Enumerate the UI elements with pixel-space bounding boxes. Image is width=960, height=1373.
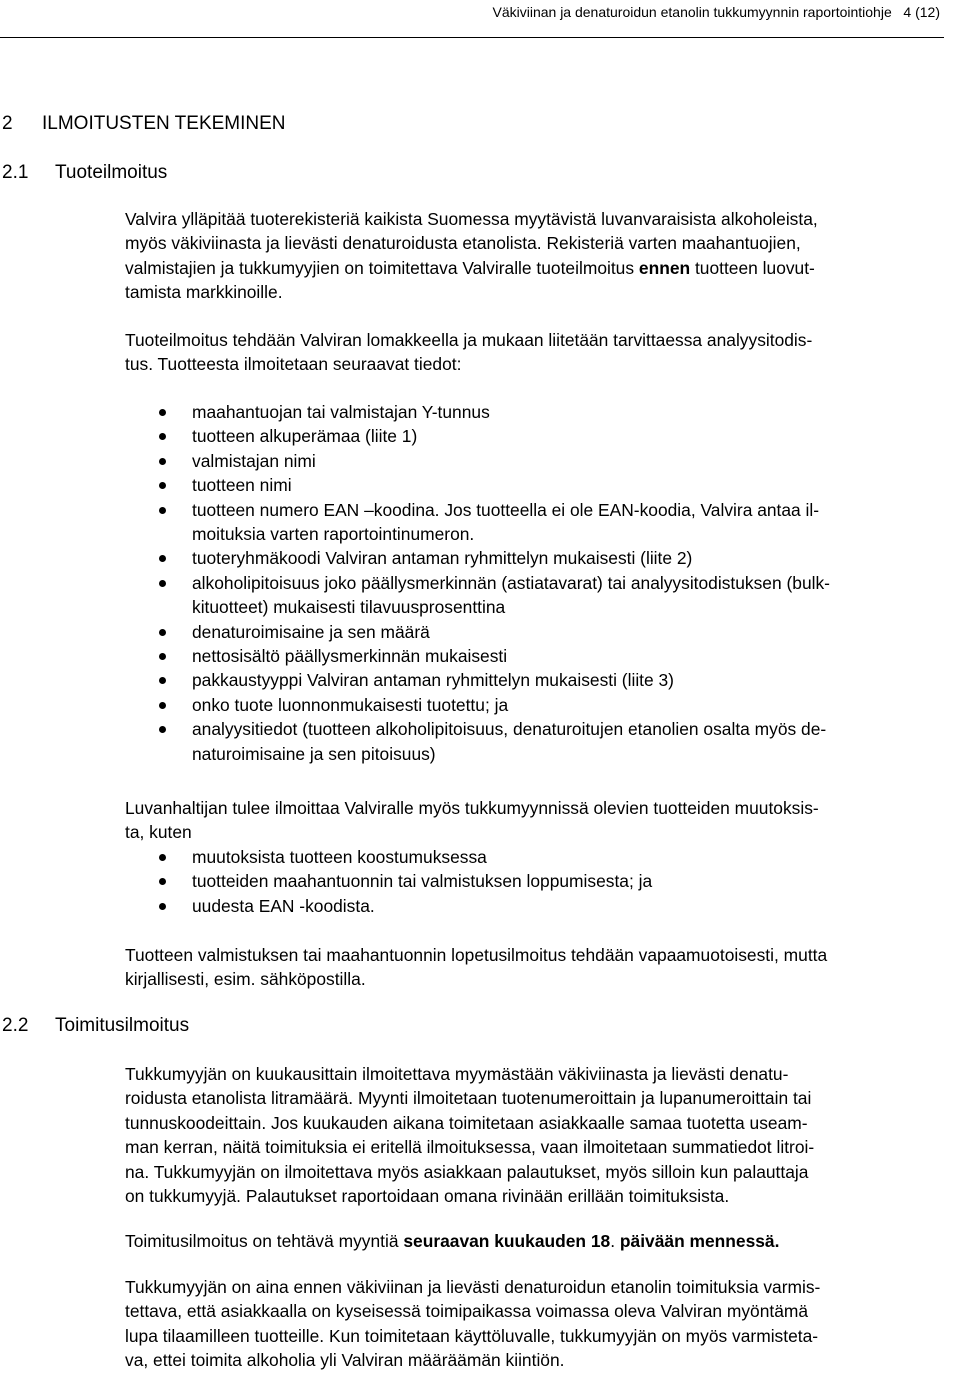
section-heading-2: [2, 112, 286, 136]
list-item: [125, 571, 960, 620]
text-line: Tuotteen valmistuksen tai maahantuonnin lopetusilmoitus tehdään vapaamuotoisesti, mutta: [125, 945, 828, 965]
paragraph-license-check: [125, 1275, 947, 1373]
list-item: [125, 869, 947, 893]
bullet-icon: [159, 458, 166, 465]
text-line: [125, 1229, 947, 1253]
text-line: myös väkiviinasta ja lievästi denaturoidusta etanolista. Rekisteriä varten maahantuojien,: [125, 233, 801, 254]
emphasis-text: päivään mennessä.: [619, 1231, 780, 1251]
text-line: Luvanhaltijan tulee ilmoittaa Valviralle myös tukkumyynnissä olevien tuotteiden muutoksis-: [125, 798, 819, 818]
list-item: [125, 894, 947, 918]
running-title: Väkiviinan ja denaturoidun etanolin tukkumyynnin raportointiohje: [492, 4, 892, 20]
bullet-icon: [159, 409, 166, 416]
list-item: [125, 473, 960, 497]
text-line: tamista markkinoille.: [125, 282, 283, 303]
list-item-text: kituotteet) mukaisesti tilavuusprosenttina: [192, 597, 506, 618]
list-item-text: tuotteen alkuperämaa (liite 1): [192, 426, 418, 447]
list-item-text: tuotteiden maahantuonnin tai valmistuksen loppumisesta; ja: [192, 871, 653, 892]
section-title: Toimitusilmoitus: [55, 1015, 190, 1036]
text-line: Tuoteilmoitus tehdään Valviran lomakkeella ja mukaan liitetään tarvittaessa analyysitodis-: [125, 330, 813, 350]
section-title: Tuoteilmoitus: [55, 162, 168, 183]
list-item: [125, 644, 960, 668]
list-item-text: alkoholipitoisuus joko päällysmerkinnän (astiatavarat) tai analyysitodistuksen (bulk-: [192, 572, 830, 593]
list-item-text: moituksia varten raportointinumeron.: [192, 524, 475, 545]
text-line: tettava, että asiakkaalla on kyseisessä toimipaikassa voimassa oleva Valviran myöntämä: [125, 1301, 809, 1322]
header-divider: [0, 37, 944, 38]
running-header: [492, 2, 940, 22]
section-number: 2.1: [2, 162, 29, 183]
change-list: [125, 845, 947, 918]
list-item-text: nettosisältö päällysmerkinnän mukaisesti: [192, 646, 508, 667]
text-run: valmistajien ja tukkumyyjien on toimitettava Valviralle tuoteilmoitus: [125, 257, 635, 278]
list-item: [125, 546, 960, 570]
bullet-icon: [159, 903, 166, 910]
text-line: Tukkumyyjän on kuukausittain ilmoitettava myymästään väkiviinasta ja lievästi denatu-: [125, 1064, 789, 1084]
list-item: [125, 498, 960, 547]
bullet-icon: [159, 629, 166, 636]
list-item-text: tuotteen nimi: [192, 475, 292, 496]
paragraph-monthly-reporting: [125, 1062, 947, 1208]
paragraph-change-notification: [125, 796, 947, 845]
bullet-icon: [159, 555, 166, 562]
section-heading-2-1: [2, 161, 167, 185]
bullet-icon: [159, 433, 166, 440]
list-item: [125, 668, 960, 692]
text-line: na. Tukkumyyjän on ilmoitettava myös asiakkaan palautukset, myös silloin kun palauttaja: [125, 1161, 809, 1182]
text-line: kirjallisesti, esim. sähköpostilla.: [125, 969, 366, 990]
list-item-text: onko tuote luonnonmukaisesti tuotettu; ja: [192, 694, 509, 715]
text-run: tuotteen luovut-: [694, 257, 815, 278]
paragraph-deadline: [125, 1229, 947, 1253]
list-item: [125, 693, 960, 717]
list-item-text: uudesta EAN -koodista.: [192, 895, 375, 916]
section-heading-2-2: [2, 1014, 189, 1038]
text-line: Tukkumyyjän on aina ennen väkiviinan ja lievästi denaturoidun etanolin toimituksia varmis-: [125, 1277, 821, 1297]
text-line: lupa tilaamilleen tuotteille. Kun toimitetaan käyttöluvalle, tukkumyyjän on myös varmisteta-: [125, 1325, 819, 1346]
list-item: [125, 400, 960, 424]
paragraph-product-register: [125, 207, 947, 305]
list-item: [125, 845, 947, 869]
list-item-text: muutoksista tuotteen koostumuksessa: [192, 847, 487, 867]
list-item-text: analyysitiedot (tuotteen alkoholipitoisuus, denaturoitujen etanolien osalta myös de-: [192, 719, 827, 740]
bullet-icon: [159, 702, 166, 709]
bullet-icon: [159, 580, 166, 587]
list-item-text: tuotteen numero EAN –koodina. Jos tuotteella ei ole EAN-koodia, Valvira antaa il-: [192, 499, 820, 520]
list-item-text: pakkaustyyppi Valviran antaman ryhmittelyn mukaisesti (liite 3): [192, 670, 674, 691]
bullet-icon: [159, 878, 166, 885]
list-item-text: denaturoimisaine ja sen määrä: [192, 621, 430, 642]
product-info-list: [125, 400, 960, 766]
text-line: va, ettei toimita alkoholia yli Valviran määräämän kiintiön.: [125, 1350, 565, 1371]
page-number: 4 (12): [903, 4, 940, 20]
bullet-icon: [159, 677, 166, 684]
bullet-icon: [159, 507, 166, 514]
list-item-text: naturoimisaine ja sen pitoisuus): [192, 743, 436, 764]
list-item: [125, 620, 960, 644]
list-item-text: tuoteryhmäkoodi Valviran antaman ryhmittelyn mukaisesti (liite 2): [192, 548, 693, 569]
bullet-icon: [159, 653, 166, 660]
paragraph-discontinuation: [125, 943, 960, 992]
list-item: [125, 424, 960, 448]
list-item: [125, 717, 960, 766]
text-run: .: [610, 1231, 616, 1251]
section-title: ILMOITUSTEN TEKEMINEN: [42, 113, 286, 134]
text-line: ta, kuten: [125, 822, 192, 843]
text-run: Toimitusilmoitus on tehtävä myyntiä: [125, 1231, 399, 1251]
section-number: 2.2: [2, 1015, 29, 1036]
text-line: on tukkumyyjä. Palautukset raportoidaan omana rivinään erillään toimituksista.: [125, 1186, 730, 1207]
paragraph-product-notification: [125, 328, 947, 377]
section-number: 2: [2, 113, 13, 134]
text-line: tunnuskoodeittain. Jos kuukauden aikana toimitetaan asiakkaalle samaa tuotetta useam-: [125, 1112, 808, 1133]
list-item: [125, 449, 960, 473]
list-item-text: valmistajan nimi: [192, 450, 316, 471]
text-line: tus. Tuotteesta ilmoitetaan seuraavat tiedot:: [125, 354, 462, 375]
bullet-icon: [159, 854, 166, 861]
text-line: roidusta etanolista litramäärä. Myynti ilmoitetaan tuotenumeroittain ja lupanumeroittain tai: [125, 1088, 812, 1109]
bullet-icon: [159, 482, 166, 489]
emphasis-text: seuraavan kuukauden 18: [403, 1231, 611, 1251]
bullet-icon: [159, 726, 166, 733]
emphasis-text: ennen: [638, 257, 691, 278]
text-line: [125, 256, 947, 280]
text-line: man kerran, näitä toimituksia ei eritellä ilmoituksessa, vaan ilmoitetaan summatiedot litroi-: [125, 1137, 815, 1158]
text-line: Valvira ylläpitää tuoterekisteriä kaikista Suomessa myytävistä luvanvaraisista alkoholeista,: [125, 209, 818, 229]
list-item-text: maahantuojan tai valmistajan Y-tunnus: [192, 402, 490, 422]
